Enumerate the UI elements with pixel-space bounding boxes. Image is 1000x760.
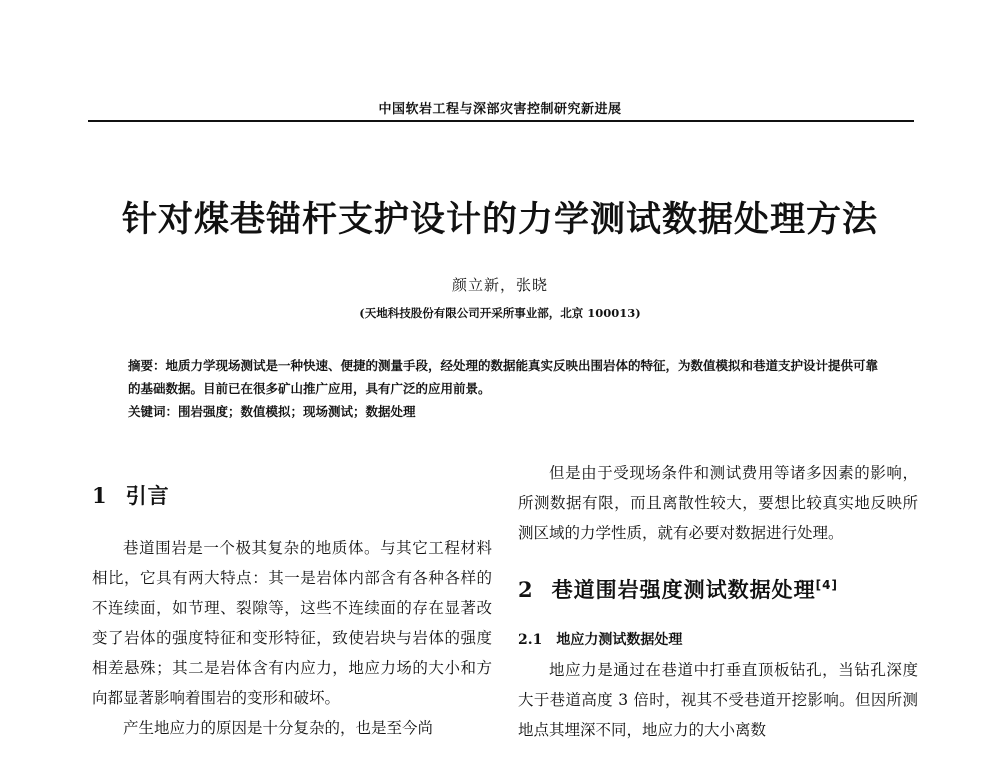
keywords-label: 关键词： — [128, 404, 179, 419]
running-header: 中国软岩工程与深部灾害控制研究新进展 — [378, 102, 622, 117]
section-2-citation[interactable]: [4] — [815, 578, 838, 592]
right-paragraph-2: 地应力是通过在巷道中打垂直顶板钻孔，当钻孔深度大于巷道高度 3 倍时，视其不受巷道开挖影响。但因所测地点其埋深不同，地应力的大小离数 — [518, 661, 918, 739]
keywords-text: 围岩强度；数值模拟；现场测试；数据处理 — [178, 404, 416, 419]
abstract-label: 摘要： — [128, 358, 166, 373]
left-column — [92, 481, 492, 743]
section-2-heading — [518, 570, 918, 605]
abstract-block — [128, 354, 888, 423]
subsection-2-1-heading — [518, 625, 918, 655]
keywords — [128, 400, 888, 423]
abstract — [128, 354, 888, 400]
section-2-number: 2 — [518, 577, 534, 602]
subsection-2-1-number: 2.1 — [518, 632, 543, 648]
paper-authors: 颜立新，张晓 — [451, 276, 548, 294]
right-column — [518, 458, 918, 745]
section-2-title: 巷道围岩强度测试数据处理 — [551, 578, 816, 602]
paper-title: 针对煤巷锚杆支护设计的力学测试数据处理方法 — [121, 200, 878, 240]
section-1-title: 引言 — [125, 484, 170, 508]
abstract-text: 地质力学现场测试是一种快速、便捷的测量手段，经处理的数据能真实反映出围岩体的特征，为数值模拟和巷道支护设计提供可靠的基础数据。目前已在很多矿山推广应用，具有广泛的应用前景。 — [128, 358, 879, 396]
paper-affiliation: (天地科技股份有限公司开采所事业部，北京 100013) — [359, 306, 641, 320]
header-rule — [88, 120, 914, 122]
intro-paragraph-2: 产生地应力的原因是十分复杂的，也是至今尚 — [123, 719, 434, 737]
intro-paragraph-1: 巷道围岩是一个极其复杂的地质体。与其它工程材料相比，它具有两大特点：其一是岩体内部含有各种各样的不连续面，如节理、裂隙等，这些不连续面的存在显著改变了岩体的强度特征和变形特征，致使岩块与岩体的强度相差悬殊；其二是岩体含有内应力，地应力场的大小和方向都显著影响着围岩的变形和破坏。 — [92, 539, 492, 707]
section-1-heading — [92, 481, 492, 511]
subsection-2-1-title: 地应力测试数据处理 — [556, 632, 683, 648]
right-paragraph-1: 但是由于受现场条件和测试费用等诸多因素的影响，所测数据有限，而且离散性较大，要想比较真实地反映所测区域的力学性质，就有必要对数据进行处理。 — [518, 464, 918, 542]
section-1-number: 1 — [92, 483, 108, 508]
